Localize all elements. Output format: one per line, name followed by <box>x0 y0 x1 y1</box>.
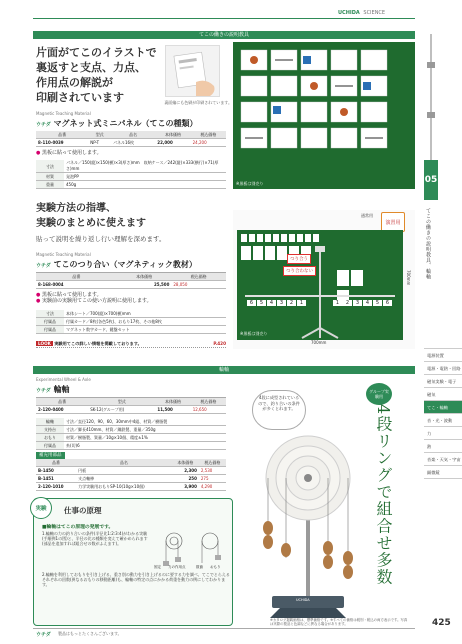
bullet-icon: ● <box>36 292 41 298</box>
left-num-6: 6 <box>247 300 256 306</box>
magnet-headline <box>36 45 166 105</box>
part-2-price-tax: 275 <box>199 475 226 483</box>
tsuriai-category: Magnetic Teaching Material <box>36 252 91 257</box>
magnet-model: NP-T <box>88 139 111 147</box>
chapter-number: 05 <box>424 160 438 200</box>
magnet-headline-line-1: 片面がてこのイラストで <box>36 46 157 59</box>
part-1-code: B-1450 <box>36 467 76 475</box>
group-badge-text: グループ実験用 <box>369 389 389 399</box>
tsuriai-bullet-1: 黒板に貼って使用します。 <box>41 292 102 298</box>
wheel-th-model: 型式 <box>88 398 155 406</box>
sidebar-item-microscope[interactable]: 顕微鏡 <box>424 466 462 479</box>
part-3-code: 2-120-1010 <box>36 483 76 491</box>
dim-bottom: 700mm <box>311 340 327 345</box>
wheel-spec-value-1: 寸法／直径120、90、60、30mm中4組、材質／樹脂製 <box>64 418 226 426</box>
tsuriai-price-tax: 28,050 <box>171 281 226 289</box>
wheel-th-code: 品番 <box>36 398 88 406</box>
magnet-bullet <box>36 150 102 156</box>
tsuriai-board-panel <box>233 210 415 349</box>
parts-th-price: 本体価格 <box>172 459 199 467</box>
mechanism-title: 仕事の原理 <box>64 506 102 515</box>
wheel-price-tax: 12,650 <box>191 406 226 414</box>
sidebar-item-electronics[interactable]: 磁気実験・電子 <box>424 375 462 388</box>
chapter-title: てこの働きの説明教具、輪軸 <box>425 208 431 280</box>
pos-label-unbalanced-text: つり合わない <box>286 269 313 274</box>
tsuriai-spec-label-3: 付属品 <box>36 326 64 334</box>
tsuriai-th-code: 品番 <box>36 273 117 281</box>
wheel-product-title <box>36 384 226 398</box>
pos-label-balanced <box>287 254 311 264</box>
fig-label-weight: おもり <box>210 565 221 569</box>
mechanism-figure <box>154 531 230 571</box>
tsuriai-card-tag: 通常用 <box>361 213 373 218</box>
magnet-headline-line-3: 作用点の解説が <box>36 76 113 89</box>
magnet-code: 8-110-0039 <box>36 139 88 147</box>
tsuriai-spec-value-2: 付属カード／8枚(各色5枚)、おもり17枚、その他8枚 <box>64 318 226 326</box>
pos-label-balanced-text: つり合う <box>290 257 308 262</box>
part-3-price-tax: 4,290 <box>199 483 226 491</box>
mechanism-box <box>33 498 233 626</box>
tsuriai-spec-value-1: 本体シート／700(縦)×700(横)mm <box>64 310 226 318</box>
wheel-name: 輪軸 <box>53 385 70 394</box>
look-tag: LOOK <box>38 341 51 346</box>
table-row <box>36 442 226 450</box>
mechanism-point-2: 2.輪軸を利用しておもりを引き上げる、重さ別の動力を引き上げるのに要する力を調べ、てこでとらえるそれぞれの回数(異なるおもりの移動距離)も、輪軸の特定の点にかかる荷重を動力の例にしてわかります。 <box>42 572 230 587</box>
tsuriai-code: 8-168-0004 <box>36 281 117 289</box>
look-text: 実験用てこの詳しい情報を掲載しております。 <box>54 341 142 346</box>
wheel-spec-label-3: おもり <box>36 434 64 442</box>
sidebar-item-force[interactable]: 力 <box>424 427 462 440</box>
footer-brand: ウチダ <box>36 632 51 638</box>
wheel-spec-value-4: 糸(切)6 <box>64 442 226 450</box>
right-num-3: 3 <box>353 300 362 306</box>
right-num-6: 6 <box>383 300 392 306</box>
header-brand: UCHIDA <box>338 10 360 16</box>
tsuriai-sub: 貼って説明を繰り返し行い理解を深めます。 <box>36 235 166 243</box>
magnet-cards-grid <box>233 42 415 189</box>
magnet-spec-value-2: 発泡PP <box>64 173 226 181</box>
tsuriai-board-tag-text: 演習用 <box>385 220 401 226</box>
left-num-2: 2 <box>287 300 296 306</box>
header-brand-bar <box>338 9 418 17</box>
parts-th-price-tax: 税込価格 <box>199 459 226 467</box>
table-row <box>36 318 226 326</box>
magnet-spec-value-1: パネル／150(縦)×150(横)×3(厚さ)mm 収納ケース／242(縦)×333(横行)×71(厚さ)mm <box>64 160 226 173</box>
magnet-spec-label-1: 寸法 <box>36 160 64 173</box>
table-row <box>36 434 226 442</box>
sidebar-item-lever[interactable]: てこ・輪軸 <box>424 401 462 414</box>
wheel-spec-value-3: 材質／樹脂製、質量／10g×10個、精度±1% <box>64 434 226 442</box>
category-sidebar <box>424 348 462 479</box>
magnet-th-price: 本体価格 <box>155 131 190 139</box>
magnet-spec-table <box>36 160 226 189</box>
magnet-th-code: 品番 <box>36 131 88 139</box>
section-bar-wheel-axle: 輪軸 <box>33 366 415 374</box>
hand-card-photo <box>165 45 220 97</box>
tsuriai-price-table <box>36 273 226 289</box>
tsuriai-board-tag <box>381 212 405 232</box>
sidebar-item-magnetism[interactable]: 磁気 <box>424 388 462 401</box>
part-3-price: 3,900 <box>172 483 199 491</box>
left-num-1: 1 <box>297 300 306 306</box>
left-num-5: 5 <box>257 300 266 306</box>
header-rule <box>33 18 415 19</box>
wheel-spec-value-2: 寸法／脚長410mm、材質／鋼鉄製、重量／350g <box>64 426 226 434</box>
magnet-bullet-text: 黒板に貼って使用します。 <box>41 150 102 156</box>
tsuriai-spec-value-3: マグネット数字カード、鍵盤セット <box>64 326 226 334</box>
magnet-name: パネル16枚 <box>111 139 155 147</box>
parts-table <box>36 459 226 491</box>
look-link[interactable] <box>36 340 226 348</box>
magnet-board-note: ※黒板は別売り <box>236 181 264 186</box>
dim-side: 700mm <box>405 270 411 286</box>
magnet-th-model: 型式 <box>88 131 111 139</box>
part-1-price: 2,300 <box>172 467 199 475</box>
right-num-2: 2 <box>343 300 352 306</box>
tsuriai-th-price: 本体価格 <box>117 273 172 281</box>
sidebar-item-power[interactable]: 電源装置 <box>424 349 462 362</box>
tsuriai-green-board <box>237 230 403 340</box>
magnet-th-name: 品名 <box>111 131 155 139</box>
experiment-badge <box>30 497 52 519</box>
experiment-badge-text: 実験 <box>35 506 47 512</box>
wheel-code: 2-120-0400 <box>36 406 88 414</box>
tsuriai-spec-table <box>36 310 226 334</box>
table-row <box>36 426 226 434</box>
chapter-tab <box>424 32 438 332</box>
part-2-price: 250 <box>172 475 199 483</box>
tsuriai-price: 25,500 <box>117 281 172 289</box>
magnet-category: Magnetic Teaching Material <box>36 111 91 116</box>
look-page: P.420 <box>213 341 226 346</box>
table-row <box>36 173 226 181</box>
parts-title <box>36 452 65 459</box>
tsuriai-bullets <box>36 292 152 305</box>
wheel-spec-label-2: 支持台 <box>36 426 64 434</box>
parts-th-name: 品名 <box>76 459 172 467</box>
bullet-icon: ● <box>36 298 41 305</box>
table-row <box>36 281 226 289</box>
tsuriai-headline <box>36 201 226 231</box>
part-2-name: 支点軸棒 <box>76 475 172 483</box>
table-row <box>36 406 226 414</box>
table-row <box>36 181 226 189</box>
table-row <box>36 467 226 475</box>
footer-rule <box>33 628 415 629</box>
left-num-3: 3 <box>277 300 286 306</box>
tsuriai-stand-illustration <box>237 230 403 340</box>
wheel-spec-label-1: 輪軸 <box>36 418 64 426</box>
tsuriai-spec-label-2: 付属品 <box>36 318 64 326</box>
device-label: UCHIDA <box>296 598 310 602</box>
bubble-note-text: 4段に成型されているので、釣り合いの条件が多くとれます。 <box>258 395 300 412</box>
group-badge <box>366 383 392 405</box>
parts-th-code: 品番 <box>36 459 76 467</box>
section-bar-lever-teaching: てこの働きの説明教具 <box>33 31 415 39</box>
wheel-th-price-tax: 税込価格 <box>191 398 226 406</box>
magnet-brand: ウチダ <box>36 122 51 128</box>
table-row <box>36 326 226 334</box>
fig-label-fixed: 固定 <box>154 565 161 569</box>
sidebar-item-sound-light[interactable]: 音・光・波動 <box>424 414 462 427</box>
left-number-strip <box>247 300 306 306</box>
magnet-price-table <box>36 131 226 147</box>
footer-disclaimer: ※カタログ掲載価格は、標準価格です。※すべての価格は税別・税込の両方表示です。写真は実際の製品と色調などに異なる場合があります。 <box>270 618 408 627</box>
magnet-price: 22,000 <box>155 139 190 147</box>
magnet-spec-label-3: 重量 <box>36 181 64 189</box>
magnet-price-tax: 24,200 <box>191 139 226 147</box>
part-1-price-tax: 2,530 <box>199 467 226 475</box>
tsuriai-board-note: ※黒板は別売り <box>240 331 268 336</box>
fig-label-value: 数値 <box>196 565 203 569</box>
magnet-th-price-tax: 税込価格 <box>191 131 226 139</box>
wheel-spec-table <box>36 418 226 450</box>
table-row <box>36 310 226 318</box>
list-item <box>36 298 152 304</box>
sidebar-item-weather[interactable]: 音楽・天気・宇宙 <box>424 453 462 466</box>
tsuriai-headline-line-1: 実験方法の指導、 <box>36 203 116 214</box>
right-num-4: 4 <box>363 300 372 306</box>
hand-card-illustration <box>166 46 221 98</box>
magnet-green-board <box>233 42 415 189</box>
vertical-copy: 4段リングで組合せ多数 <box>374 404 393 586</box>
magnet-product-name: マグネット式ミニパネル（てこの種類） <box>53 119 198 128</box>
table-row <box>36 418 226 426</box>
mechanism-subtitle: ■輪軸はてこの原理の発展です。 <box>42 525 114 530</box>
fig-label-force: 力の作用点 <box>168 565 186 569</box>
wheel-category: Experimental Wheel & Axle <box>36 377 91 382</box>
wheel-model: SK-12(グループ用) <box>88 406 155 414</box>
tsuriai-brand: ウチダ <box>36 263 51 269</box>
wheel-spec-label-4: 付属品 <box>36 442 64 450</box>
mechanism-point-1: 1.輪軸の力の釣り合いの条件(半径比1:2:3:4)がわかる実験(手順例1の図)と、半径の比の種類を変えて確かめられます(部品を追加すれば組合せの数がふえます)。 <box>42 531 148 546</box>
magnet-photo-caption: 裏面編にも色刷が印刷されています。 <box>164 100 232 105</box>
tsuriai-th-price-tax: 税込価格 <box>171 273 226 281</box>
right-num-1: 1 <box>333 300 342 306</box>
magnet-headline-line-2: 裏返すと支点、力点、 <box>36 61 146 74</box>
wheel-th-price: 本体価格 <box>155 398 190 406</box>
tsuriai-product-name: てこのつり合い（マグネティック教材） <box>53 260 197 269</box>
part-2-code: B-1451 <box>36 475 76 483</box>
wheel-brand: ウチダ <box>36 388 51 394</box>
bubble-note <box>252 390 306 430</box>
table-row <box>36 475 226 483</box>
left-num-4: 4 <box>267 300 276 306</box>
wheel-price-table <box>36 398 226 414</box>
magnet-headline-line-4: 印刷されています <box>36 91 124 104</box>
tsuriai-headline-line-2: 実験のまとめに使えます <box>36 218 146 229</box>
table-row <box>36 483 226 491</box>
magnet-spec-value-3: 450g <box>64 181 226 189</box>
pos-label-unbalanced <box>283 266 316 276</box>
part-3-name: 力学実験用おもりSP-10(10g×10個) <box>76 483 172 491</box>
footer-note: 製品はもっとたくさんございます。 <box>58 631 122 636</box>
magnet-spec-label-2: 材質 <box>36 173 64 181</box>
tsuriai-bullet-2: 実験前の実験用てこの使い方説明に使用します。 <box>41 298 152 305</box>
header-section: SCIENCE <box>363 10 386 16</box>
right-num-5: 5 <box>373 300 382 306</box>
table-row <box>36 160 226 173</box>
tsuriai-product-title <box>36 259 226 273</box>
table-row <box>36 139 226 147</box>
parts-title-text: 補充用部品 <box>39 453 62 458</box>
right-number-strip <box>333 300 392 306</box>
sidebar-item-heat[interactable]: 熱 <box>424 440 462 453</box>
bullet-icon: ● <box>36 150 41 156</box>
tsuriai-spec-label-1: 寸法 <box>36 310 64 318</box>
page-number: 425 <box>432 618 451 628</box>
wheel-price: 11,500 <box>155 406 190 414</box>
part-1-name: 円板 <box>76 467 172 475</box>
magnet-product-title <box>36 118 226 132</box>
sidebar-item-circuit[interactable]: 電源・電熱・回路 <box>424 362 462 375</box>
